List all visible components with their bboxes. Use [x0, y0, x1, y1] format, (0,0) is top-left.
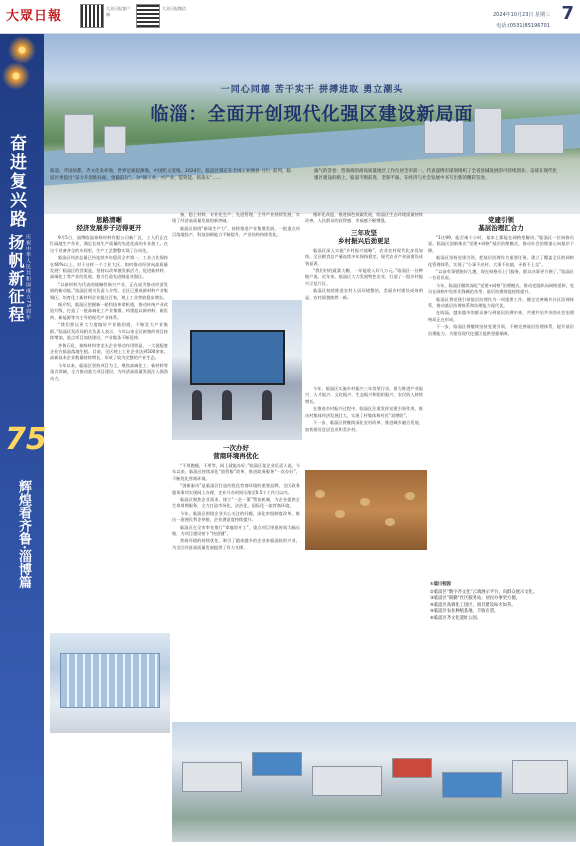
paragraph: 今年以来，临淄区坚持项目为王，聚焦高端化工、新材料等重点领域，全力推动重大项目建设，为经济高质量发展注入强劲动力。: [50, 362, 168, 381]
potato: [335, 510, 345, 518]
paragraph: 齐鲁石化、泰鲜材料等龙头企业带动作用明显，一大批配套企业在临淄落地生根。目前，全区规上工业企业达到500余家，高新技术企业数量持续增长，形成了较为完整的产业生态。: [50, 342, 168, 361]
caption-line: ⑥临淄区齐文化遗址公园。: [430, 615, 482, 621]
caption-line: ③临淄区“联勤”社区服务站，居民办事更方便。: [430, 596, 520, 602]
paragraph: 据介绍，临淄区把握新一轮科技革命机遇，推动传统产业改造升级，打造了一批高端化工产业集群，构建起以新材料、新医药、新能源等为主导的现代产业体系。: [50, 302, 168, 320]
person-figure: [262, 390, 272, 420]
lead-paragraph: [50, 168, 558, 182]
paragraph: “创新驱动”是临淄区打造的优化营商环境的重要品牌，全区政务服务事项实现网上办理，企业开办时间压缩至0.5个工作日以内。: [172, 483, 300, 495]
article-column-2-top: [172, 212, 300, 302]
potato: [385, 518, 395, 526]
anniversary-number: 75: [5, 422, 47, 457]
paragraph: 临淄区经济总量已经连续多年稳居全市第一，工业占比保持在60%以上。对于这样一个工业大区，如何推动经济向高质量发展？临淄区的答案是，坚持以改革激发新活力，促进新材料、高端化工等产业的发展，着力打造先进制造业强区。: [50, 255, 168, 280]
paragraph: 今年，临淄区继续深化“党建+网格”治理模式，推动党组织向网格延伸，党员在网格中发挥先锋模范作用，基层治理效能持续提升。: [428, 282, 574, 295]
qr-label-wechat: 大众日报微信: [162, 6, 186, 11]
paragraph: 临淄区将党建引领基层治理作为一项重要工作，健全完善城乡社区治理体系，推动基层治理体系和治理能力现代化。: [428, 296, 574, 309]
factory-roof: [512, 760, 568, 794]
section-heading-economy: 思路清晰 经济发展步子迈得更开: [76, 216, 142, 232]
sidebar-banner: [0, 34, 47, 846]
paragraph: “以前有事要跑好几趟，现在网格员上门服务，群众办事更方便了。”临淄区一位居民说。: [428, 269, 574, 281]
qr-label-app: 大众日报客户端: [106, 6, 130, 17]
section-heading-rural: 三年攻坚 乡村振兴后劲更足: [338, 228, 390, 245]
paragraph: “我们村的蔬菜大棚，一年能收入好几万元。”临淄区一位种植户说。近年来，临淄区大力发展特色农业，打造了一批乡村振兴示范片区。: [305, 268, 423, 286]
exhibition-photo: [172, 300, 302, 440]
paragraph: 下一步，临淄区将继续深化农村改革，推进城乡融合发展，加快建设宜居宜业和美乡村。: [305, 420, 423, 432]
sidebar-tagline: 辉煌看齐鲁·淄博篇: [16, 480, 31, 589]
paragraph: 临淄区聚焦企业需求，建立“一企一策”帮扶机制，为企业提供全生命周期服务，全力打造市场化、法治化、国际化一流营商环境。: [172, 497, 300, 509]
paragraph: “我们要以更大力度做好产业链招商，不断壮大产业集群。”临淄区发改局相关负责人表示，今年以来全区新签约项目持续增加，重点项目加快建设，产业链条不断延伸。: [50, 322, 168, 341]
paragraph: 营商环境的持续优化，吸引了越来越多的企业来临淄投资兴业，为全区经济高质量发展提供了有力支撑。: [172, 538, 300, 550]
slogan: 一同心同德 苦干实干 拼搏进取 勇立潮头: [220, 85, 404, 95]
article-column-2-bottom: [172, 440, 300, 740]
paragraph: 临淄区坚持党建引领，把基层治理作为重要任务，建立了覆盖全区的网格化管理体系，实现了“小事不出村、大事不出镇、矛盾不上交”。: [428, 255, 574, 267]
factory-roof: [442, 772, 502, 798]
paragraph: 9月5日，淄博临淄泰鲜材料有限公司新厂区，工人们正在忙碌地生产作业，满足长丝生产质量的先进化高的专业加工。在这个设备齐全的车间里，生产工艺整整实现了自动化。: [50, 235, 168, 253]
factory-roof: [252, 752, 302, 776]
paragraph: 备，稳上材料，专业化生产，先进管理，主导产业持续发展，实现了经济高质量发展的新突破。: [172, 212, 300, 224]
paragraph: 今年，临淄区围绕企业关心关注的问题，深化审批制度改革，推出一批便民利企举措，企业满意度持续提升。: [172, 510, 300, 523]
sidebar-subtitle: 庆祝中华人民共和国成立75周年: [25, 234, 31, 321]
caption-title: ①淄川校园: [430, 582, 451, 587]
firework-icon: [2, 62, 30, 90]
qr-code-icon: [80, 4, 104, 28]
issue-date: 2024年10月23日 星期三: [492, 12, 550, 18]
sidebar-title-a: 奋进复兴路: [6, 134, 26, 229]
paragraph: “不用跑腿，不用等，网上就能办好。”临淄区某企业负责人说。今年以来，临淄区持续深化“放管服”改革，推进政务服务“一次办好”，不断优化营商环境。: [172, 463, 300, 481]
lead-text-right: 拔气的答卷：营商商的商高质量地区工作位居全市前一。代表淄博市谋划组织了全省县城发展的可持续创业。奋战在现代化强区建设的路上，临淄不断前进，坚韧不拔，在经济与社会发展中书写出新的精彩答卷。: [314, 169, 557, 181]
paragraph: 下一步，临淄区将继续坚持党建引领，不断完善基层治理体系，提升基层治理能力，为建设现代化强区提供坚强保障。: [428, 324, 574, 336]
hero-photo: [44, 34, 580, 214]
headline: 临淄：全面开创现代化强区建设新局面: [150, 104, 474, 125]
paragraph: 临淄区深入实施“乡村振兴战略”，农业农村现代化步伐加快。全区粮食总产量连续多年保持稳定，现代农业产业园建设成效显著。: [305, 247, 423, 266]
factory-roof: [182, 762, 242, 792]
paragraph: 在推进乡村振兴过程中，临淄区注重发挥党建引领作用，推动村集体经济发展壮大，实现了村集体和村民“双增收”。: [305, 406, 423, 418]
building: [514, 124, 564, 154]
glass-building-photo: [50, 633, 170, 733]
masthead: [0, 0, 580, 34]
paragraph: 临淄区持续推进农村人居环境整治，美丽乡村建设成效明显，农村面貌焕然一新。: [305, 288, 423, 300]
lead-text-left: 临淄，齐国故都，齐文化发祥地，世界足球起源地，中国陀文基地。2024年，临淄区锚定在全国工业强县（区）前列，临淄区委提出“奋力开创新局面、勇毅前行”，为“强工业、兴产业、提效能、抓落实”……: [50, 169, 291, 181]
potato: [315, 490, 325, 498]
building: [104, 126, 126, 154]
glass-facade: [60, 653, 160, 708]
paragraph: 临淄区围绕“新质生产力”，持续推进产业集聚发展，一批重点项目落地投产，科技创新能力不断提升，产业结构持续优化。: [172, 225, 300, 238]
caption-line: ④临淄区高端化工园区，项目建设如火如荼。: [430, 602, 516, 608]
paragraph: 临淄区在全市率先推行“拿地即开工”，重点项目审批时间大幅压缩，为项目建设按下“快进键”。: [172, 524, 300, 537]
factory-roof: [392, 758, 432, 778]
photo-captions: [430, 582, 576, 623]
article-column-4: [428, 212, 574, 582]
potato: [405, 492, 415, 500]
paragraph: “1比99，能否乘个小时，基本上都能在网格里解决。”临淄区一位网格员说。临淄区创新推出“党建+网格”基层治理模式，推动社会治理重心向基层下移。: [428, 235, 574, 253]
factory-roof: [312, 766, 382, 796]
paragraph: 今年，临淄区实施乡村振兴三年攻坚行动，着力推进产业振兴、人才振兴、文化振兴、生态振兴和组织振兴，农民收入持续增长。: [305, 386, 423, 404]
potato: [360, 498, 370, 506]
person-figure: [192, 390, 202, 420]
sidebar-title-b: 扬帆新征程: [6, 234, 25, 324]
caption-line: ⑤临淄区农业种植基地，丰收在望。: [430, 609, 499, 615]
person-figure: [222, 390, 232, 420]
article-column-1: [50, 212, 168, 637]
section-heading-business: 一次办好 营商环境再优化: [213, 444, 259, 460]
section-heading-party: 党建引领 基层治理汇合力: [478, 216, 524, 232]
industrial-park-photo: [172, 722, 576, 842]
hotline: 电话:(0531)85196701: [496, 23, 550, 29]
paragraph: 循环化改造，推进绿色低碳发展，临淄区生态环境质量持续改善，人民群众的获得感、幸福感不断增强。: [305, 212, 423, 224]
paragraph: “以新材料为代表的战略性新兴产业，正在成为推动经济发展的新动能。”临淄区相关负责人介绍，全区已建成新材料产业集聚区，培育化工新材料企业超过百家，规上工业营收稳步增长。: [50, 281, 168, 300]
firework-icon: [8, 36, 36, 64]
newspaper-logo: 大眾日報: [6, 9, 63, 24]
photo-spacer: [305, 302, 423, 386]
page-number: 7: [561, 3, 574, 24]
caption-line: ②临淄区“数字齐文化”云端展示平台，向群众展示文化。: [430, 589, 538, 595]
display-screen: [190, 330, 285, 385]
paragraph: 在临淄，越来越多的群众参与到基层治理中来，共建共治共享的社会治理格局正在形成。: [428, 310, 574, 322]
harvest-photo: [305, 470, 427, 550]
qr-code-icon: [136, 4, 160, 28]
